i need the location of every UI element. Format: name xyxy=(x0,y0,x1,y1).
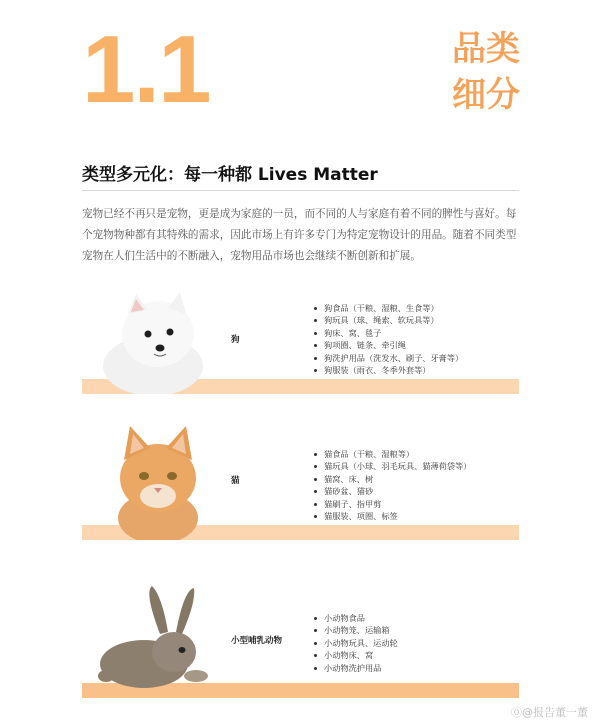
cat-items-list xyxy=(312,448,471,522)
section-title-line-1: 品类 xyxy=(452,29,520,69)
list-item: 狗项圈、链条、牵引绳 xyxy=(312,339,463,351)
heading: 类型多元化：每一种都 Lives Matter xyxy=(82,165,378,185)
list-item: 猫服装、项圈、标签 xyxy=(312,510,471,522)
list-item: 猫刷子、指甲剪 xyxy=(312,498,471,510)
list-item: 小动物食品 xyxy=(312,612,398,624)
list-item: 狗玩具（球、绳索、软玩具等） xyxy=(312,314,463,326)
list-item: 狗服装（雨衣、冬季外套等） xyxy=(312,364,463,376)
list-item: 猫窝、床、树 xyxy=(312,473,471,485)
intro-paragraph: 宠物已经不再只是宠物，更是成为家庭的一员，而不同的人与家庭有着不同的脾性与喜好。每个宠物物种都有其特殊的需求，因此市场上有许多专门为特定宠物设计的用品。随着不同类型宠物在人们生活中的不断融入，宠物用品市场也会继续不断创新和扩展。 xyxy=(82,208,517,262)
list-item: 小动物玩具、运动轮 xyxy=(312,637,398,649)
list-item: 猫玩具（小球、羽毛玩具、猫薄荷袋等） xyxy=(312,460,471,472)
pet-label-cat: 猫 xyxy=(231,476,240,486)
list-item: 小动物笼、运输箱 xyxy=(312,624,398,636)
list-item: 猫砂盆、猫砂 xyxy=(312,485,471,497)
divider xyxy=(82,190,519,191)
list-item: 小动物洗护用品 xyxy=(312,662,398,674)
list-item: 狗床、窝、毯子 xyxy=(312,327,463,339)
section-title xyxy=(440,26,520,118)
dog-items-list xyxy=(312,302,463,376)
list-item: 猫食品（干粮、湿粮等） xyxy=(312,448,471,460)
list-item: 小动物床、窝 xyxy=(312,649,398,661)
rabbit-image xyxy=(92,582,220,694)
pet-label-small-mammal: 小型哺乳动物 xyxy=(231,636,283,646)
pet-label-dog: 狗 xyxy=(231,335,240,345)
small-mammal-items-list xyxy=(312,612,398,674)
cat-image xyxy=(108,420,208,540)
list-item: 狗洗护用品（洗发水、刷子、牙膏等） xyxy=(312,352,463,364)
watermark: ⓪@报告董一董 xyxy=(511,706,588,719)
section-title-line-2: 细分 xyxy=(452,75,520,115)
dog-image xyxy=(98,288,208,394)
list-item: 狗食品（干粮、湿粮、生食等） xyxy=(312,302,463,314)
section-number: 1.1 xyxy=(82,16,210,123)
